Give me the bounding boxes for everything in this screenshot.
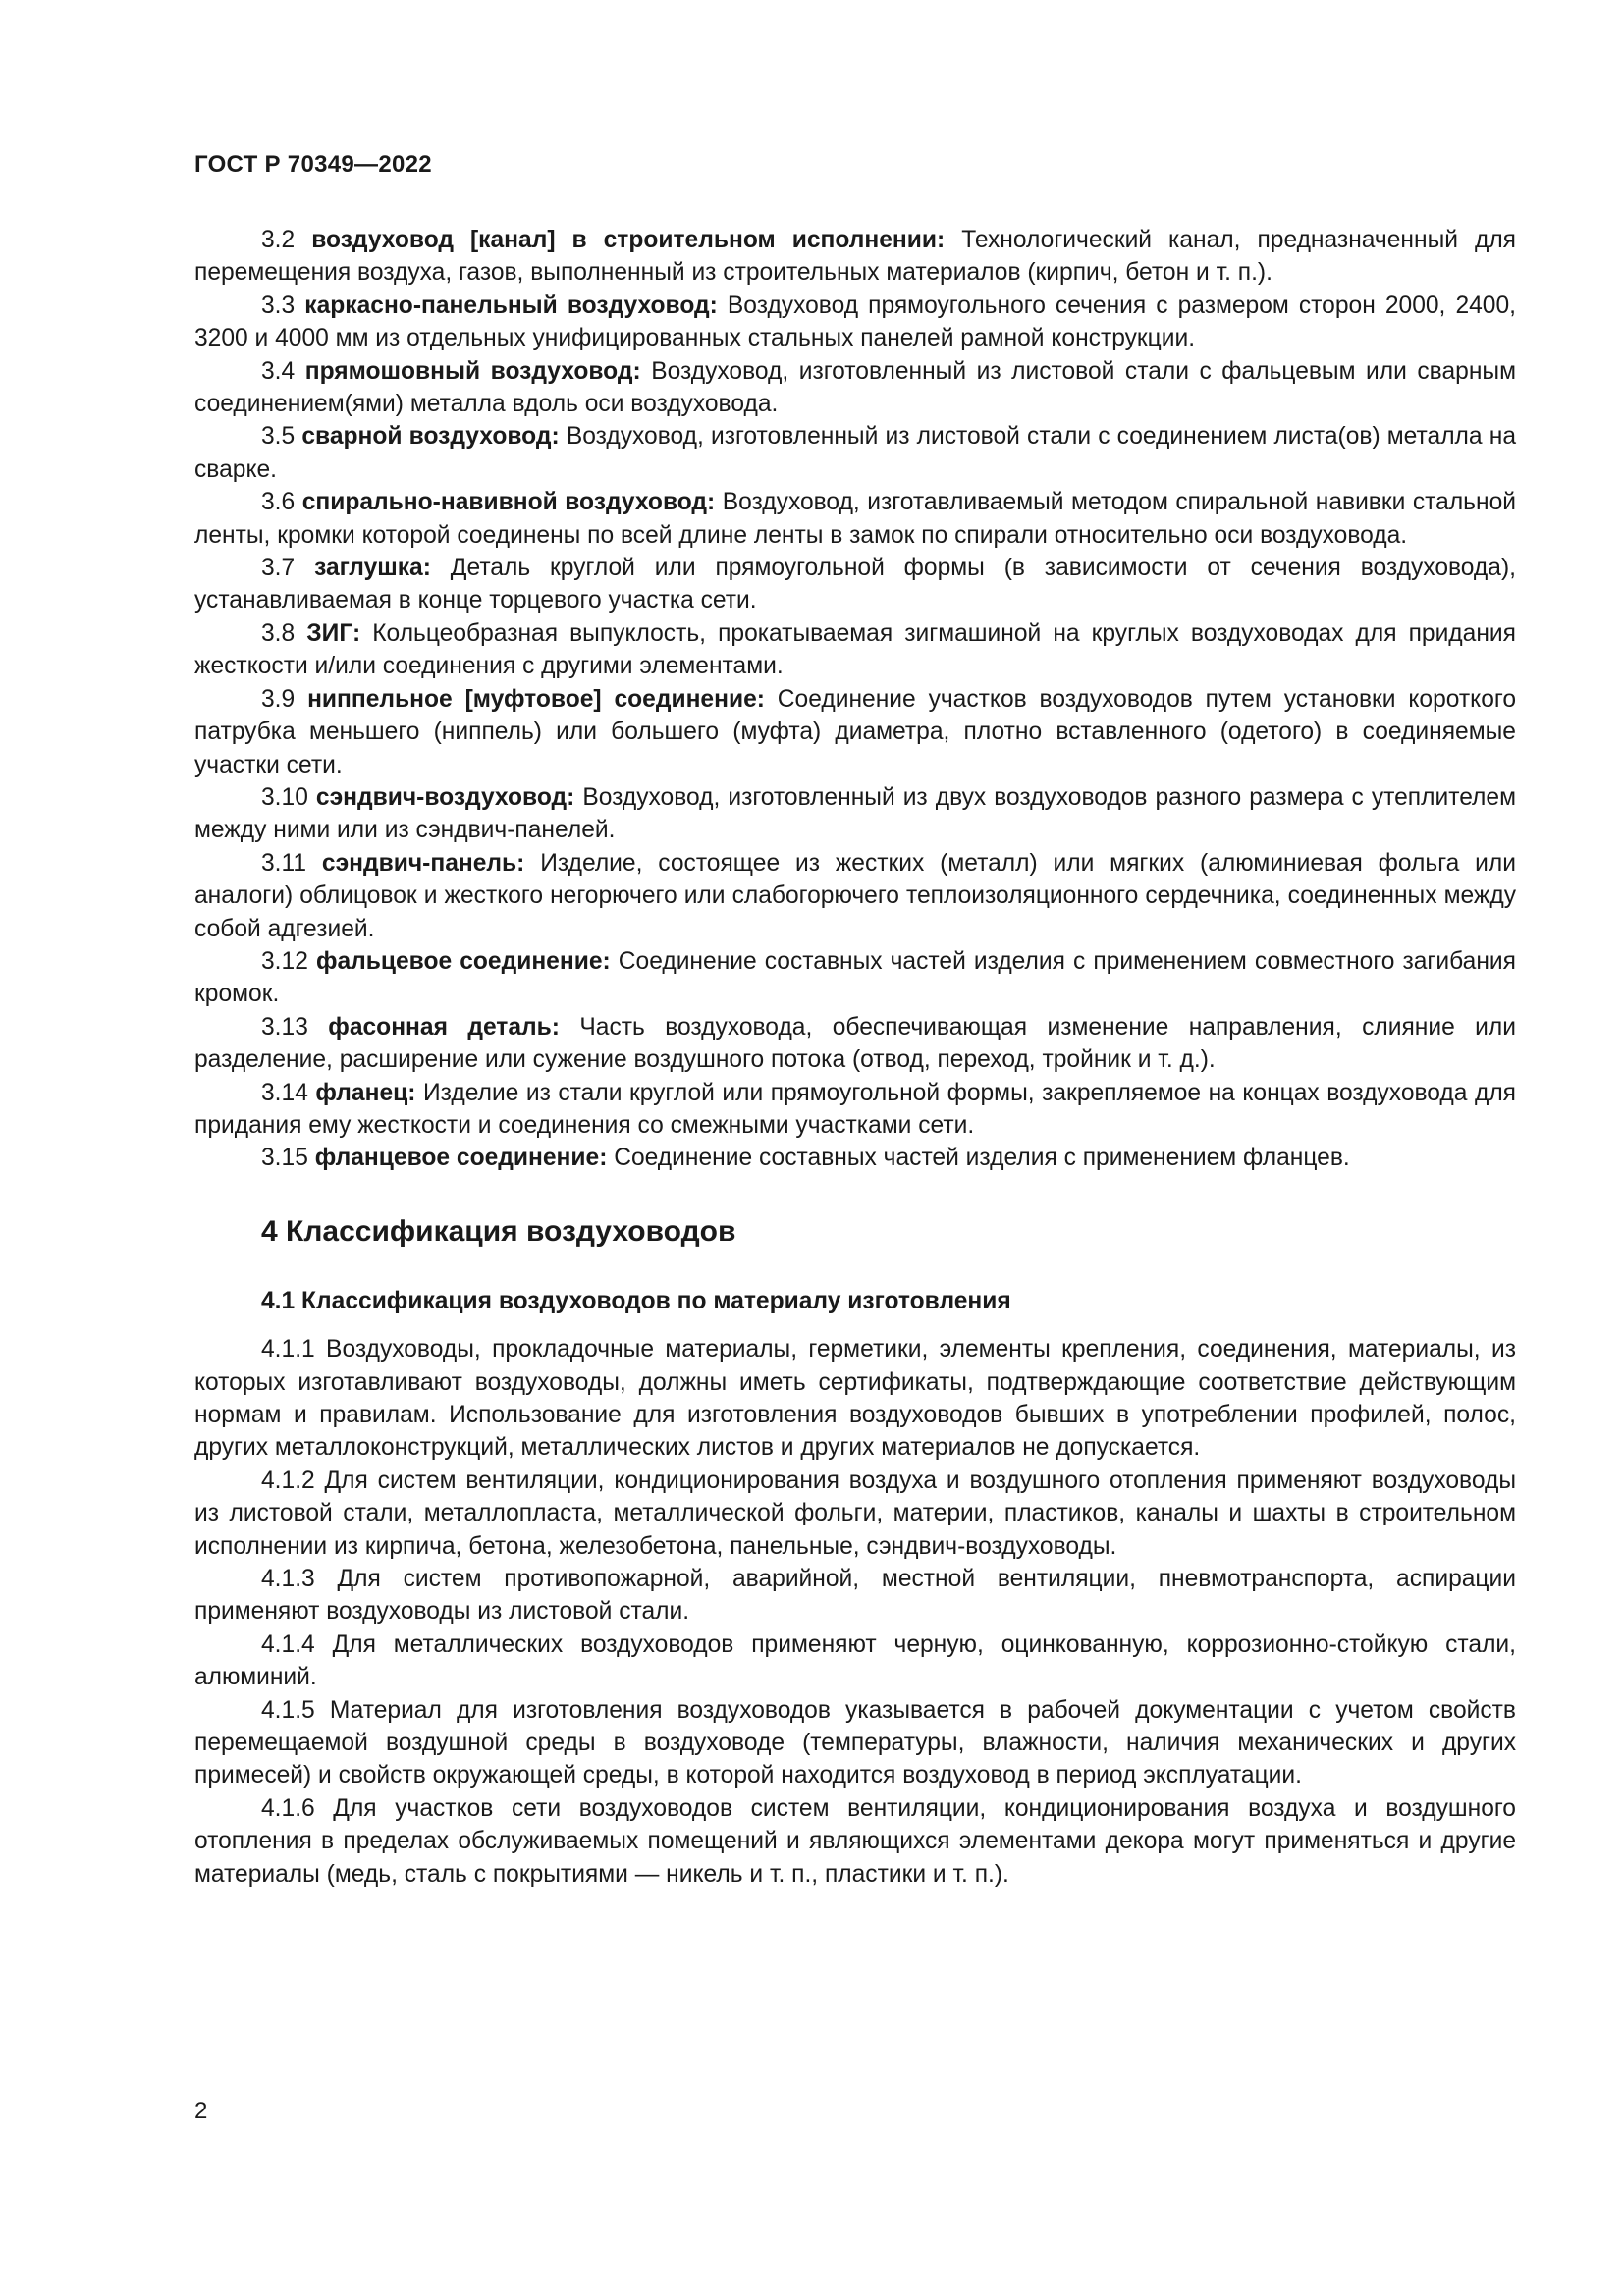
term-number: 3.12: [261, 947, 308, 975]
document-body: [194, 224, 1516, 1891]
term-text: Соединение составных частей изделия с применением совместного загибания кромок.: [194, 947, 1516, 1008]
section-paragraph: 4.1.5 Материал для изготовления воздуховодов указывается в рабочей документации с учетом свойств перемещаемой воздушной среды в воздуховоде (температуры, влажности, наличия механических и других примесей) и свойств окружающей среды, в которой находится воздуховод в период эксплуатации.: [194, 1696, 1516, 1789]
section-paragraph: 4.1.1 Воздуховоды, прокладочные материалы, герметики, элементы крепления, соединения, материалы, из которых изготавливают воздуховоды, должны иметь сертификаты, подтверждающие соответствие действующим нормам и правилам. Использование для изготовления воздуховодов бывших в употреблении профилей, полос, других металлоконструкций, металлических листов и других материалов не допускается.: [194, 1336, 1516, 1462]
term-number: 3.11: [261, 849, 307, 877]
term-name: ЗИГ:: [306, 619, 361, 647]
term-name: каркасно-панельный воздуховод:: [304, 292, 718, 319]
section-title: 4 Классификация воздуховодов: [261, 1214, 736, 1248]
term-number: 3.6: [261, 489, 296, 516]
term-number: 3.5: [261, 423, 296, 451]
term-definition: [194, 1077, 1516, 1143]
term-text: Воздуховод, изготавливаемый методом спиральной навивки стальной ленты, кромки которой соединены по всей длине ленты в замок по спирали относительно оси воздуховода.: [194, 489, 1516, 549]
term-number: 3.9: [261, 685, 296, 713]
term-number: 3.14: [261, 1079, 308, 1106]
term-text: Изделие, состоящее из жестких (металл) или мягких (алюминиевая фольга или аналоги) облицовок и жесткого негорючего или слабогорючего теплоизоляционного сердечника, соединенных между собой адгезией.: [194, 849, 1516, 942]
term-definition: [194, 683, 1516, 781]
terms-list: [194, 224, 1516, 1175]
subsection-title: 4.1 Классификация воздуховодов по материалу изготовления: [261, 1287, 1011, 1314]
term-name: фасонная деталь:: [328, 1013, 560, 1041]
term-number: 3.8: [261, 619, 296, 647]
section-paragraph: 4.1.6 Для участков сети воздуховодов систем вентиляции, кондиционирования воздуха и воздушного отопления в пределах обслуживаемых помещений и являющихся элементами декора могут применяться и другие материалы (медь, сталь с покрытиями — никель и т. п., пластики и т. п.).: [194, 1794, 1516, 1888]
term-text: Деталь круглой или прямоугольной формы (в зависимости от сечения воздуховода), устанавливаемая в конце торцевого участка сети.: [194, 555, 1516, 614]
term-text: Технологический канал, предназначенный для перемещения воздуха, газов, выполненный из строительных материалов (кирпич, бетон и т. п.).: [194, 227, 1516, 287]
term-definition: [194, 290, 1516, 355]
term-text: Часть воздуховода, обеспечивающая изменение направления, слияние или разделение, расширение или сужение воздушного потока (отвод, переход, тройник и т. д.).: [194, 1013, 1517, 1074]
term-text: Воздуховод, изготовленный из листовой стали с фальцевым или сварным соединением(ями) металла вдоль оси воздуховода.: [194, 357, 1516, 418]
term-number: 3.7: [261, 555, 296, 582]
term-number: 3.4: [261, 357, 296, 385]
term-name: ниппельное [муфтовое] соединение:: [307, 685, 765, 713]
term-definition: [194, 1011, 1516, 1077]
term-number: 3.10: [261, 783, 308, 811]
term-definition: [194, 1142, 1516, 1174]
term-name: сэндвич-панель:: [321, 849, 525, 877]
term-number: 3.15: [261, 1145, 308, 1172]
term-name: сварной воздуховод:: [301, 423, 560, 451]
term-text: Соединение участков воздуховодов путем установки короткого патрубка меньшего (ниппель) или большего (муфта) диаметра, плотно вставленного (одетого) в соединяемые участки сети.: [194, 685, 1516, 778]
section-paragraph: 4.1.3 Для систем противопожарной, аварийной, местной вентиляции, пневмотранспорта, аспирации применяют воздуховоды из листовой стали.: [194, 1566, 1516, 1626]
term-text: Кольцеобразная выпуклость, прокатываемая зигмашиной на круглых воздуховодах для придания жесткости и/или соединения с другими элементами.: [194, 619, 1516, 680]
term-name: фланец:: [315, 1079, 416, 1106]
term-text: Соединение составных частей изделия с применением фланцев.: [614, 1145, 1350, 1172]
term-definition: [194, 224, 1516, 290]
term-definition: [194, 552, 1516, 617]
section-paragraph: 4.1.4 Для металлических воздуховодов применяют черную, оцинкованную, коррозионно-стойкую стали, алюминий.: [194, 1630, 1516, 1691]
section-paragraphs: [194, 1333, 1516, 1891]
term-text: Воздуховод прямоугольного сечения с размером сторон 2000, 2400, 3200 и 4000 мм из отдельных унифицированных стальных панелей рамной конструкции.: [194, 292, 1516, 352]
term-name: сэндвич-воздуховод:: [315, 783, 575, 811]
term-name: фланцевое соединение:: [314, 1145, 608, 1172]
term-name: прямошовный воздуховод:: [304, 357, 641, 385]
term-definition: [194, 847, 1516, 945]
term-name: заглушка:: [314, 555, 431, 582]
term-definition: [194, 486, 1516, 552]
term-number: 3.3: [261, 292, 296, 319]
standard-header: ГОСТ Р 70349—2022: [194, 151, 432, 178]
term-text: Изделие из стали круглой или прямоугольной формы, закрепляемое на концах воздуховода для придания ему жесткости и соединения со смежными участками сети.: [194, 1079, 1516, 1139]
term-number: 3.2: [261, 227, 296, 253]
term-number: 3.13: [261, 1013, 308, 1041]
term-definition: [194, 420, 1516, 486]
term-name: спирально-навивной воздуховод:: [301, 489, 716, 516]
term-text: Воздуховод, изготовленный из двух воздуховодов разного размера с утеплителем между ними или из сэндвич-панелей.: [194, 783, 1516, 844]
term-text: Воздуховод, изготовленный из листовой стали с соединением листа(ов) металла на сварке.: [194, 423, 1516, 483]
term-definition: [194, 355, 1516, 421]
term-definition: [194, 945, 1516, 1011]
term-definition: [194, 781, 1516, 847]
section-paragraph: 4.1.2 Для систем вентиляции, кондиционирования воздуха и воздушного отопления применяют воздуховоды из листовой стали, металлопласта, металлической фольги, материи, пластиков, каналы и шахты в строительном исполнении из кирпича, бетона, железобетона, панельные, сэндвич-воздуховоды.: [194, 1467, 1516, 1560]
term-name: воздуховод [канал] в строительном исполнении:: [311, 227, 946, 253]
page-number: 2: [194, 2098, 208, 2124]
term-definition: [194, 617, 1516, 683]
term-name: фальцевое соединение:: [315, 947, 611, 975]
